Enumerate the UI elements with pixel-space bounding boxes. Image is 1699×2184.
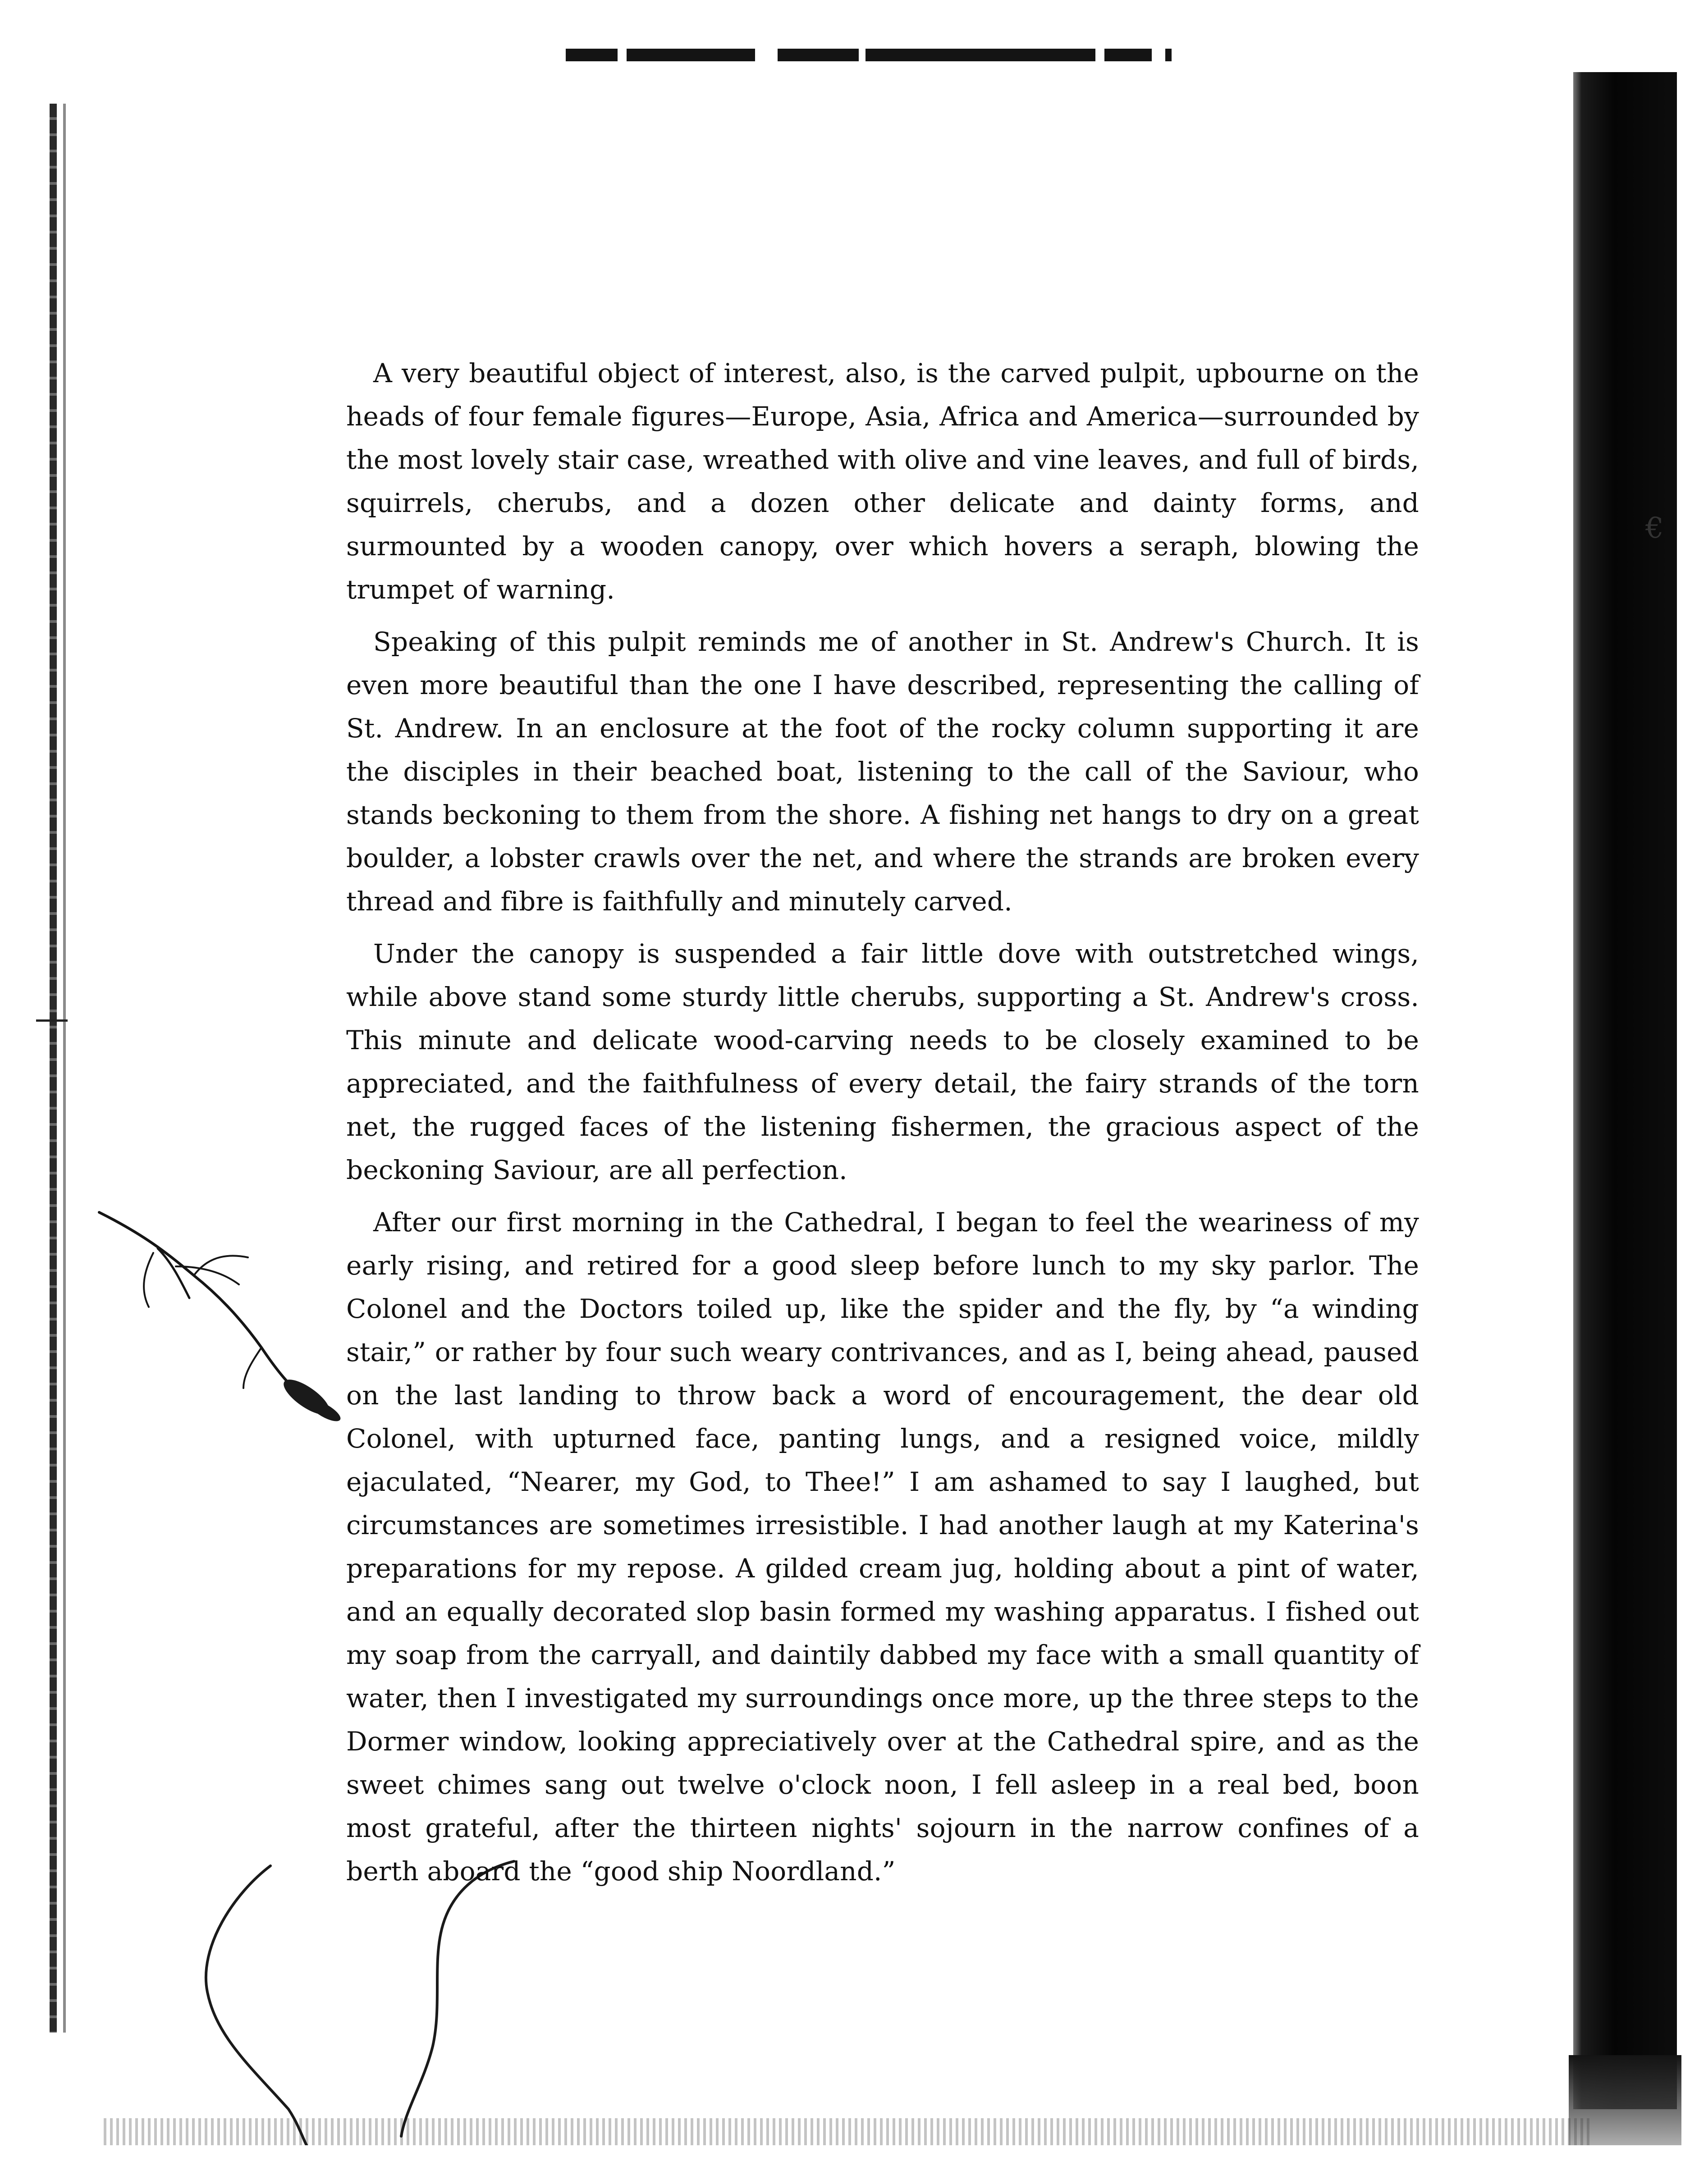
paragraph: Speaking of this pulpit reminds me of another in St. Andrew's Church. It is even more beautiful than the one I have described, representing the calling of St. Andrew. In an enclosure at the foot of the rocky column supporting it are the disciples in their beached boat, listening to the call of the Saviour, who stands beckoning to them from the shore. A fishing net hangs to dry on a great boulder, a lobster crawls over the net, and where the strands are broken every thread and fibre is faithfully and minutely carved. <box>346 626 1419 917</box>
header-bar-segment <box>778 49 859 61</box>
header-bar-segment <box>866 49 1095 61</box>
left-scan-edge <box>50 104 57 2033</box>
left-margin-tick <box>36 1019 68 1022</box>
header-bar-segment <box>1104 49 1152 61</box>
margin-mark: € <box>1645 512 1664 545</box>
right-scan-edge <box>1573 72 1677 2109</box>
paragraph: After our first morning in the Cathedral, I began to feel the weariness of my early rising, and retired for a good sleep before lunch to my sky parlor. The Colonel and the Doctors toiled up, like the spider and the fly, by “a winding stair,” or rather by four such weary contrivances, and as I, being ahead, paused on the last landing to throw back a word of encouragement, the dear old Colonel, with upturned face, panting lungs, and a resigned voice, mildly ejaculated, “Nearer, my God, to Thee!” I am ashamed to say I laughed, but circumstances are sometimes irresistible. I had another laugh at my Katerina's preparations for my repose. A gilded cream jug, holding about a pint of water, and an equally decorated slop basin formed my washing apparatus. I fished out my soap from the carryall, and daintily dabbed my face with a small quantity of water, then I investigated my surroundings once more, up the three steps to the Dormer window, looking appreciatively over at the Cathedral spire, and as the sweet chimes sang out twelve o'clock noon, I fell asleep in a real bed, boon most grateful, after the thirteen nights' sojourn in the narrow confines of a berth aboard the “good ship Noordland.” <box>346 1207 1419 1887</box>
header-bar-segment <box>566 49 618 61</box>
left-scan-edge-line <box>63 104 66 2033</box>
header-bar-segment <box>627 49 755 61</box>
paragraph: Under the canopy is suspended a fair little dove with outstretched wings, while above stand some sturdy little cherubs, supporting a St. Andrew's cross. This minute and delicate wood-carving needs to be closely examined to be appreciated, and the faithfulness of every detail, the fairy strands of the torn net, the rugged faces of the listening fishermen, the gracious aspect of the beckoning Saviour, are all perfection. <box>346 938 1419 1185</box>
paragraph: A very beautiful object of interest, also, is the carved pulpit, upbourne on the heads of four female figures—Europe, Asia, Africa and America—surrounded by the most lovely stair case, wreathed with olive and vine leaves, and full of birds, squirrels, cherubs, and a dozen other delicate and dainty forms, and surmounted by a wooden canopy, over which hovers a seraph, blowing the trumpet of warning. <box>346 358 1419 605</box>
header-bar-segment <box>1165 49 1172 61</box>
body-text <box>346 352 1419 1902</box>
